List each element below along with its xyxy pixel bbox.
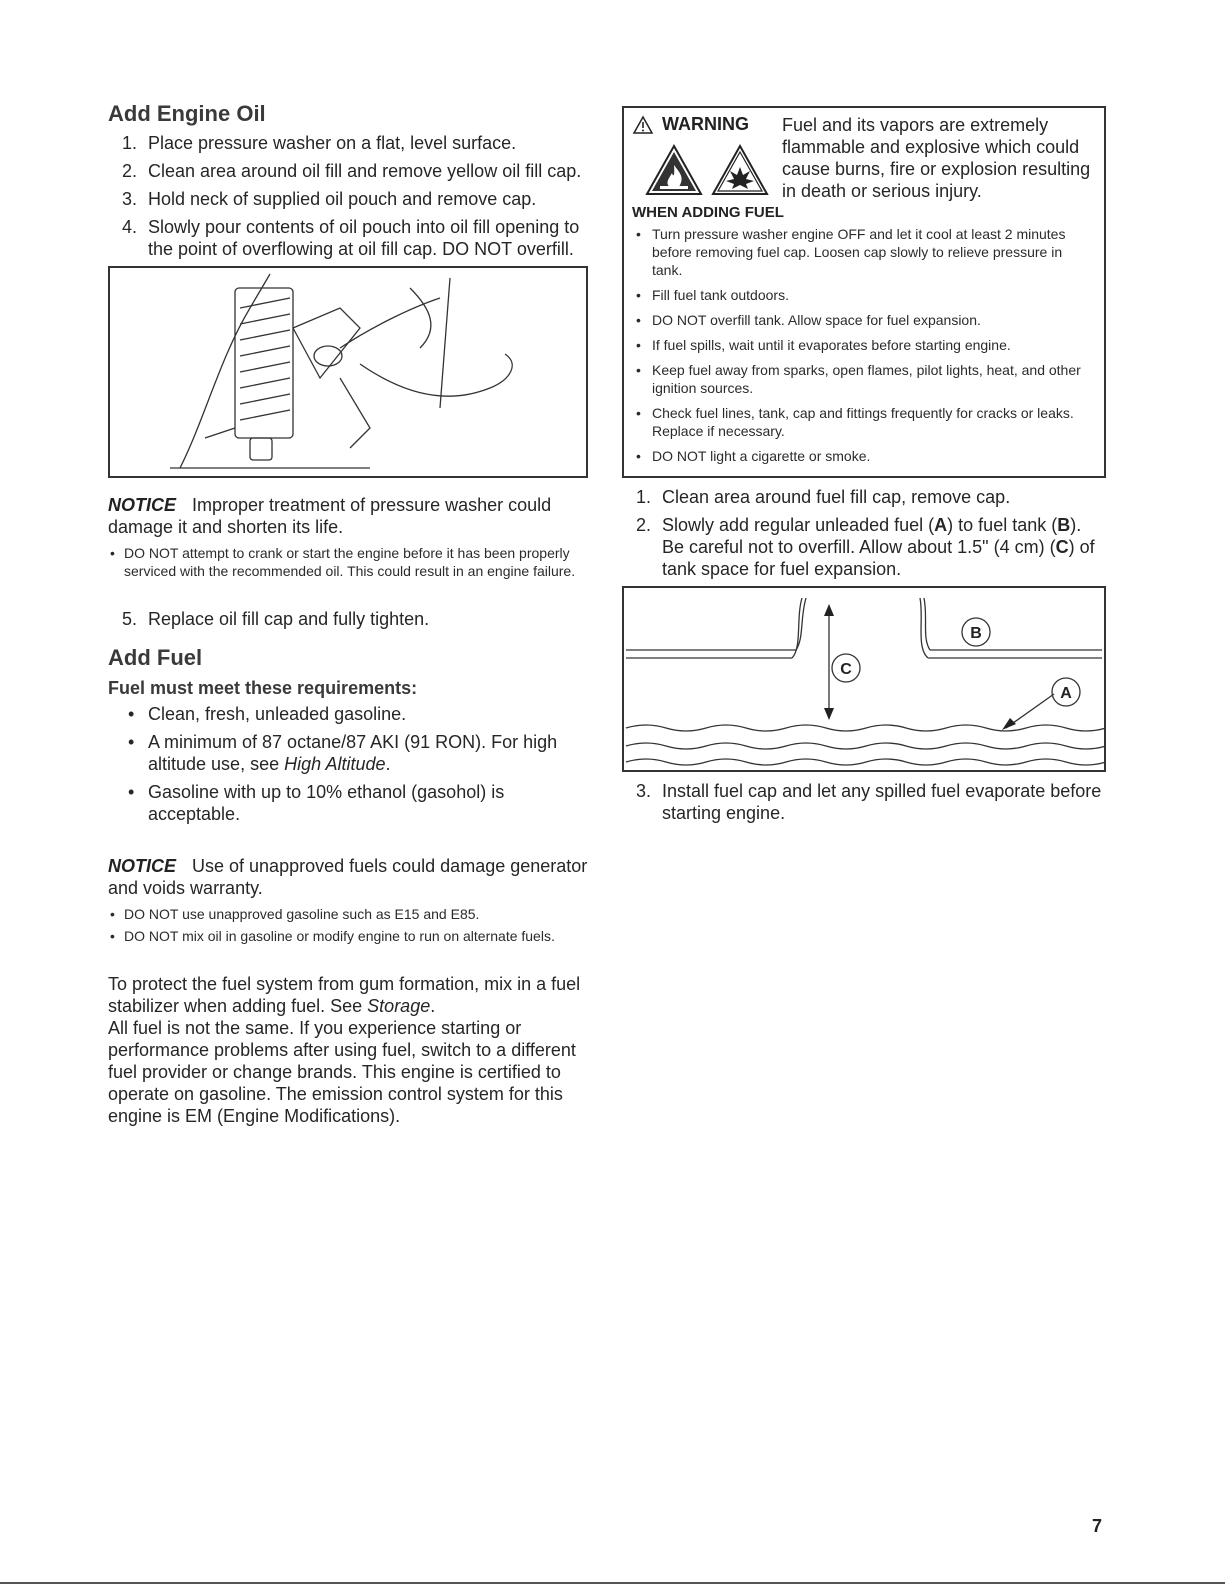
fuel-notice	[108, 855, 590, 945]
oil-steps-list	[108, 132, 590, 260]
high-altitude-reference: High Altitude	[284, 754, 386, 774]
step-number: 2.	[636, 515, 652, 535]
step-text: ) to fuel tank (	[947, 515, 1058, 535]
notice-label: NOTICE	[108, 856, 177, 876]
fire-hazard-icon	[644, 143, 704, 197]
list-item: • DO NOT light a cigarette or smoke.	[632, 447, 1096, 465]
list-item: • Turn pressure washer engine OFF and let it cool at least 2 minutes before removing fuel cap. Loosen cap slowly to relieve pressure in tank.	[632, 225, 1096, 279]
step-text: Clean area around fuel fill cap, remove cap.	[662, 487, 1011, 507]
left-column	[108, 100, 590, 1127]
add-engine-oil-heading: Add Engine Oil	[108, 101, 266, 126]
page-number: 7	[1092, 1516, 1103, 1536]
step-text: Clean area around oil fill and remove yellow oil fill cap.	[148, 161, 582, 181]
list-item	[108, 132, 590, 154]
label-c: C	[840, 661, 852, 678]
step-number: 3.	[636, 781, 652, 801]
req-text: .	[385, 754, 391, 774]
step-text: ). Be careful not to overfill. Allow about 1.5" (4 cm) (	[662, 515, 1082, 557]
step-number: 3.	[122, 189, 138, 209]
when-adding-fuel-title: WHEN ADDING FUEL	[632, 204, 784, 221]
warning-triangle-icon	[632, 115, 654, 135]
notice-label: NOTICE	[108, 495, 177, 515]
list-item	[108, 188, 590, 210]
fuel-stabilizer-paragraph	[108, 973, 590, 1017]
fuel-quality-paragraph: All fuel is not the same. If you experience starting or performance problems after using fuel, switch to a different fuel provider or change brands. This engine is certified to operate on gasoline. The emission control system for this engine is EM (Engine Modifications).	[108, 1018, 576, 1126]
list-item	[108, 608, 590, 630]
fuel-steps-list	[622, 486, 1106, 580]
oil-notice-bullets	[108, 544, 590, 580]
fuel-requirements-list	[108, 703, 590, 825]
list-item	[622, 486, 1106, 508]
label-b: B	[970, 625, 982, 642]
req-text: A minimum of 87 octane/87 AKI (91 RON). For high altitude use, see	[148, 732, 558, 774]
oil-step-5	[108, 608, 590, 630]
fuel-tank-diagram	[622, 586, 1106, 772]
notice-text: Use of unapproved fuels could damage generator and voids warranty.	[108, 856, 588, 898]
fuel-tank-cross-section	[624, 588, 1104, 770]
list-item	[622, 514, 1106, 580]
warning-bullets	[632, 225, 1096, 465]
storage-reference: Storage	[367, 996, 431, 1016]
para-text: To protect the fuel system from gum formation, mix in a fuel stabilizer when adding fuel. See	[108, 974, 581, 1016]
list-item: • If fuel spills, wait until it evaporates before starting engine.	[632, 336, 1096, 354]
label-a: A	[1060, 685, 1072, 702]
list-item	[108, 216, 590, 260]
list-item	[108, 731, 590, 775]
step-text: Place pressure washer on a flat, level surface.	[148, 133, 517, 153]
fuel-warning-box	[622, 106, 1106, 478]
step-number: 5.	[122, 609, 138, 629]
step-text: Install fuel cap and let any spilled fuel evaporate before starting engine.	[662, 781, 1102, 823]
add-fuel-heading: Add Fuel	[108, 645, 203, 670]
step-number: 2.	[122, 161, 138, 181]
list-item	[622, 780, 1106, 824]
list-item: • DO NOT mix oil in gasoline or modify engine to run on alternate fuels.	[108, 927, 590, 945]
list-item: • DO NOT attempt to crank or start the engine before it has been properly serviced with the recommended oil. This could result in an engine failure.	[108, 544, 590, 580]
explosion-hazard-icon	[710, 143, 770, 197]
list-item: • Clean, fresh, unleaded gasoline.	[108, 703, 590, 725]
list-item: • Keep fuel away from sparks, open flames, pilot lights, heat, and other ignition sources.	[632, 361, 1096, 397]
step-text: Slowly pour contents of oil pouch into oil fill opening to the point of overflowing at oil fill cap. DO NOT overfill.	[148, 217, 580, 259]
list-item: • Check fuel lines, tank, cap and fittings frequently for cracks or leaks. Replace if necessary.	[632, 404, 1096, 440]
step-number: 1.	[636, 487, 652, 507]
list-item: • DO NOT overfill tank. Allow space for fuel expansion.	[632, 311, 1096, 329]
step-text: ) of tank space for fuel expansion.	[662, 537, 1095, 579]
list-item: • Gasoline with up to 10% ethanol (gasohol) is acceptable.	[108, 781, 590, 825]
label-a-ref: A	[934, 515, 948, 535]
step-number: 4.	[122, 217, 138, 237]
label-c-ref: C	[1055, 537, 1069, 557]
step-text: Replace oil fill cap and fully tighten.	[148, 609, 430, 629]
list-item	[108, 160, 590, 182]
fuel-step-3	[622, 780, 1106, 824]
fuel-notice-bullets	[108, 905, 590, 945]
para-text: .	[430, 996, 436, 1016]
engine-oil-fill-drawing	[110, 268, 586, 476]
list-item: • Fill fuel tank outdoors.	[632, 286, 1096, 304]
bottom-rule	[0, 1582, 1225, 1584]
step-text: Slowly add regular unleaded fuel (	[662, 515, 935, 535]
right-column	[622, 106, 1106, 830]
warning-text: Fuel and its vapors are extremely flammable and explosive which could cause burns, fire or explosion resulting in death or serious injury.	[782, 115, 1091, 201]
step-number: 1.	[122, 133, 138, 153]
oil-notice	[108, 494, 590, 580]
label-b-ref: B	[1057, 515, 1071, 535]
notice-text: Improper treatment of pressure washer could damage it and shorten its life.	[108, 495, 552, 537]
fuel-requirements-title: Fuel must meet these requirements:	[108, 678, 418, 698]
warning-label: WARNING	[662, 114, 749, 134]
list-item: • DO NOT use unapproved gasoline such as E15 and E85.	[108, 905, 590, 923]
step-text: Hold neck of supplied oil pouch and remove cap.	[148, 189, 537, 209]
oil-fill-illustration	[108, 266, 588, 478]
